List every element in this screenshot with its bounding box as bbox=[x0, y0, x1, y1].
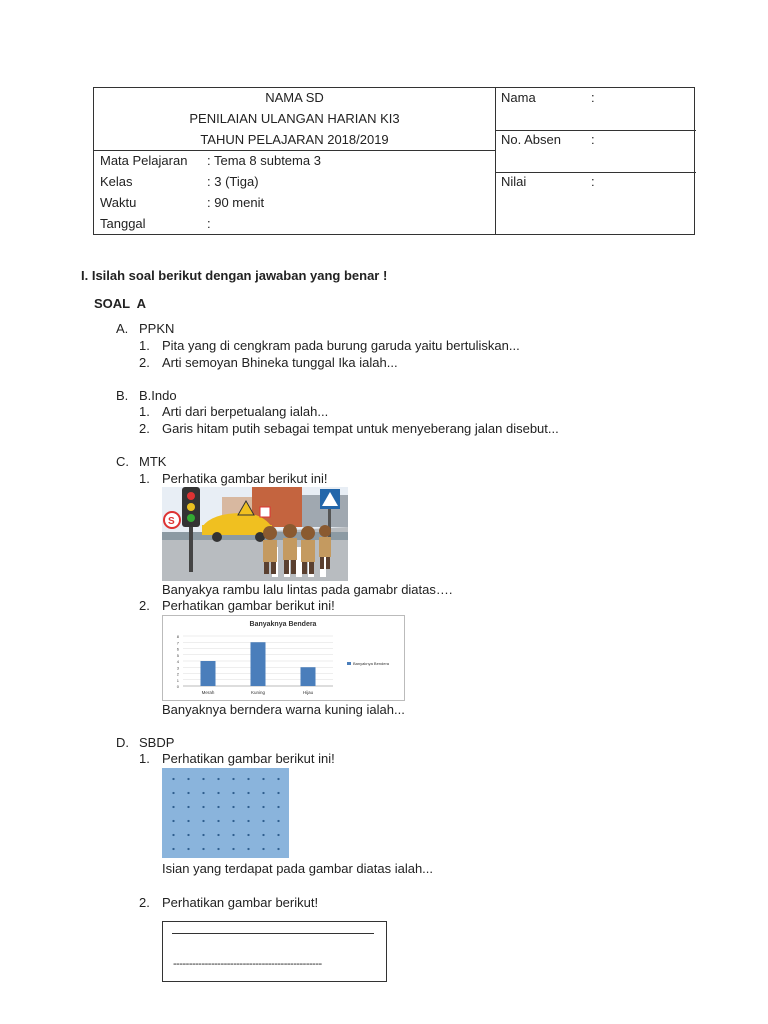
flag-bar-chart bbox=[162, 615, 405, 701]
table-divider bbox=[94, 150, 495, 151]
exam-title: PENILAIAN ULANGAN HARIAN KI3 bbox=[189, 111, 400, 126]
soal-title: SOAL A bbox=[94, 296, 147, 311]
chart-title: Banyaknya Bendera bbox=[249, 621, 317, 628]
date-value: : bbox=[207, 216, 211, 231]
y-tick-label: 1 bbox=[176, 677, 179, 683]
instruction: I. Isilah soal berikut dengan jawaban yang benar ! bbox=[81, 268, 388, 283]
y-tick-label: 5 bbox=[176, 652, 179, 658]
bar bbox=[251, 642, 266, 686]
x-tick-label: Kuning bbox=[250, 690, 266, 695]
question-number: 2. bbox=[139, 355, 150, 370]
section-letter: B. bbox=[116, 388, 129, 403]
school-year: TAHUN PELAJARAN 2018/2019 bbox=[200, 132, 389, 147]
svg-text:S: S bbox=[168, 516, 175, 527]
name-label: Nama bbox=[501, 90, 536, 105]
time-label: Waktu bbox=[100, 195, 137, 210]
name-colon: : bbox=[591, 90, 595, 105]
question-number: 1. bbox=[139, 471, 150, 486]
solid-line bbox=[172, 933, 374, 934]
y-tick-label: 4 bbox=[176, 659, 179, 664]
question-a2: Arti semoyan Bhineka tunggal Ika ialah... bbox=[162, 355, 398, 370]
question-c2: Perhatikan gambar berikut ini! bbox=[162, 598, 335, 613]
subject-label: Mata Pelajaran bbox=[100, 153, 188, 168]
x-tick-label: Merah bbox=[201, 690, 215, 695]
y-tick-label: 0 bbox=[176, 684, 179, 689]
section-title-bindo: B.Indo bbox=[139, 388, 177, 403]
question-number: 1. bbox=[139, 751, 150, 766]
section-letter: D. bbox=[116, 735, 129, 750]
question-d1-answer: Isian yang terdapat pada gambar diatas ialah... bbox=[162, 861, 434, 876]
question-c2-answer: Banyaknya berndera warna kuning ialah... bbox=[162, 702, 405, 717]
date-label: Tanggal bbox=[100, 216, 146, 231]
dotted-pattern-image bbox=[162, 768, 289, 858]
question-b2: Garis hitam putih sebagai tempat untuk menyeberang jalan disebut... bbox=[162, 421, 559, 436]
dashed-line: ----------------------------------------------- bbox=[173, 958, 322, 970]
question-d1: Perhatikan gambar berikut ini! bbox=[162, 751, 335, 766]
legend-label: Banyaknya Bendera bbox=[353, 661, 390, 666]
question-b1: Arti dari berpetualang ialah... bbox=[162, 404, 329, 419]
y-tick-label: 3 bbox=[176, 665, 179, 671]
table-divider bbox=[495, 88, 496, 234]
question-d2: Perhatikan gambar berikut! bbox=[162, 895, 319, 910]
question-number: 1. bbox=[139, 338, 150, 353]
traffic-illustration bbox=[162, 487, 348, 581]
y-tick-label: 6 bbox=[176, 646, 179, 652]
subject-value: : Tema 8 subtema 3 bbox=[207, 153, 321, 168]
question-number: 2. bbox=[139, 895, 150, 910]
legend-swatch bbox=[347, 662, 351, 665]
score-colon: : bbox=[591, 174, 595, 189]
question-a1: Pita yang di cengkram pada burung garuda yaitu bertuliskan... bbox=[162, 338, 520, 353]
time-value: : 90 menit bbox=[207, 195, 265, 210]
section-letter: C. bbox=[116, 454, 129, 469]
y-tick-label: 7 bbox=[176, 640, 179, 646]
section-letter: A. bbox=[116, 321, 129, 336]
lines-box bbox=[162, 921, 387, 982]
question-number: 2. bbox=[139, 421, 150, 436]
chart-svg bbox=[163, 616, 404, 700]
score-label: Nilai bbox=[501, 174, 527, 189]
bar bbox=[201, 661, 216, 686]
table-divider bbox=[495, 172, 696, 173]
school-name: NAMA SD bbox=[265, 90, 324, 105]
no-parking-sign-icon bbox=[260, 507, 270, 517]
bar bbox=[301, 667, 316, 686]
question-number: 2. bbox=[139, 598, 150, 613]
absen-colon: : bbox=[591, 132, 595, 147]
x-tick-label: Hijau bbox=[302, 690, 314, 695]
class-label: Kelas bbox=[100, 174, 133, 189]
question-c1-answer: Banyakya rambu lalu lintas pada gamabr diatas…. bbox=[162, 582, 453, 597]
section-title-ppkn: PPKN bbox=[139, 321, 175, 336]
absen-label: No. Absen bbox=[501, 132, 561, 147]
table-divider bbox=[495, 130, 696, 131]
question-number: 1. bbox=[139, 404, 150, 419]
y-tick-label: 8 bbox=[176, 634, 179, 639]
y-tick-label: 2 bbox=[176, 671, 179, 677]
question-c1: Perhatika gambar berikut ini! bbox=[162, 471, 328, 486]
class-value: : 3 (Tiga) bbox=[207, 174, 259, 189]
section-title-sbdp: SBDP bbox=[139, 735, 175, 750]
header-table bbox=[93, 87, 695, 235]
section-title-mtk: MTK bbox=[139, 454, 167, 469]
